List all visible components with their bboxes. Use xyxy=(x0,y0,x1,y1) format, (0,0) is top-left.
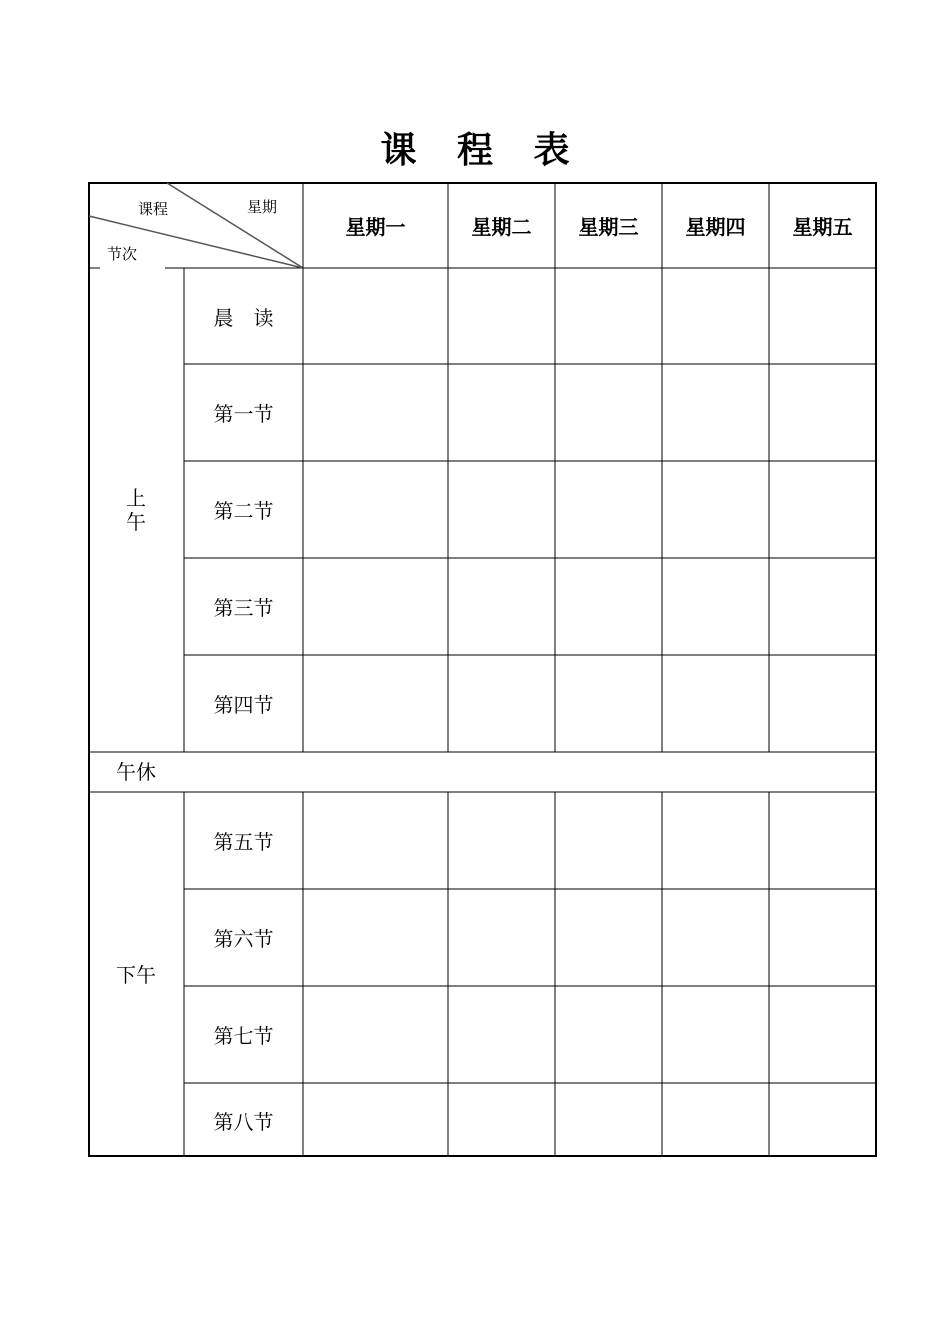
corner-course-label: 课程 xyxy=(138,200,169,218)
page-title: 课 程 表 xyxy=(380,130,584,171)
section-afternoon: 下午 xyxy=(116,962,156,987)
corner-period-label: 节次 xyxy=(107,245,138,263)
day-header-tue: 星期二 xyxy=(471,214,532,239)
period-6: 第六节 xyxy=(213,927,274,951)
period-4: 第四节 xyxy=(213,693,274,717)
day-header-fri: 星期五 xyxy=(792,214,853,239)
section-noon-break: 午休 xyxy=(116,760,156,784)
period-1: 第一节 xyxy=(213,402,274,426)
period-3: 第三节 xyxy=(213,596,274,620)
day-header-wed: 星期三 xyxy=(578,214,639,239)
section-morning-char-1: 上 xyxy=(126,486,146,510)
period-5: 第五节 xyxy=(213,830,274,854)
section-morning-char-2: 午 xyxy=(126,510,146,534)
day-header-thu: 星期四 xyxy=(685,214,746,239)
period-2: 第二节 xyxy=(213,499,274,523)
section-morning xyxy=(88,268,184,752)
period-8: 第八节 xyxy=(213,1109,274,1134)
period-morning-reading: 晨 读 xyxy=(213,305,274,330)
timetable xyxy=(88,182,877,1157)
corner-weekday-label: 星期 xyxy=(247,198,278,216)
period-7: 第七节 xyxy=(213,1024,274,1048)
day-header-mon: 星期一 xyxy=(345,214,406,239)
